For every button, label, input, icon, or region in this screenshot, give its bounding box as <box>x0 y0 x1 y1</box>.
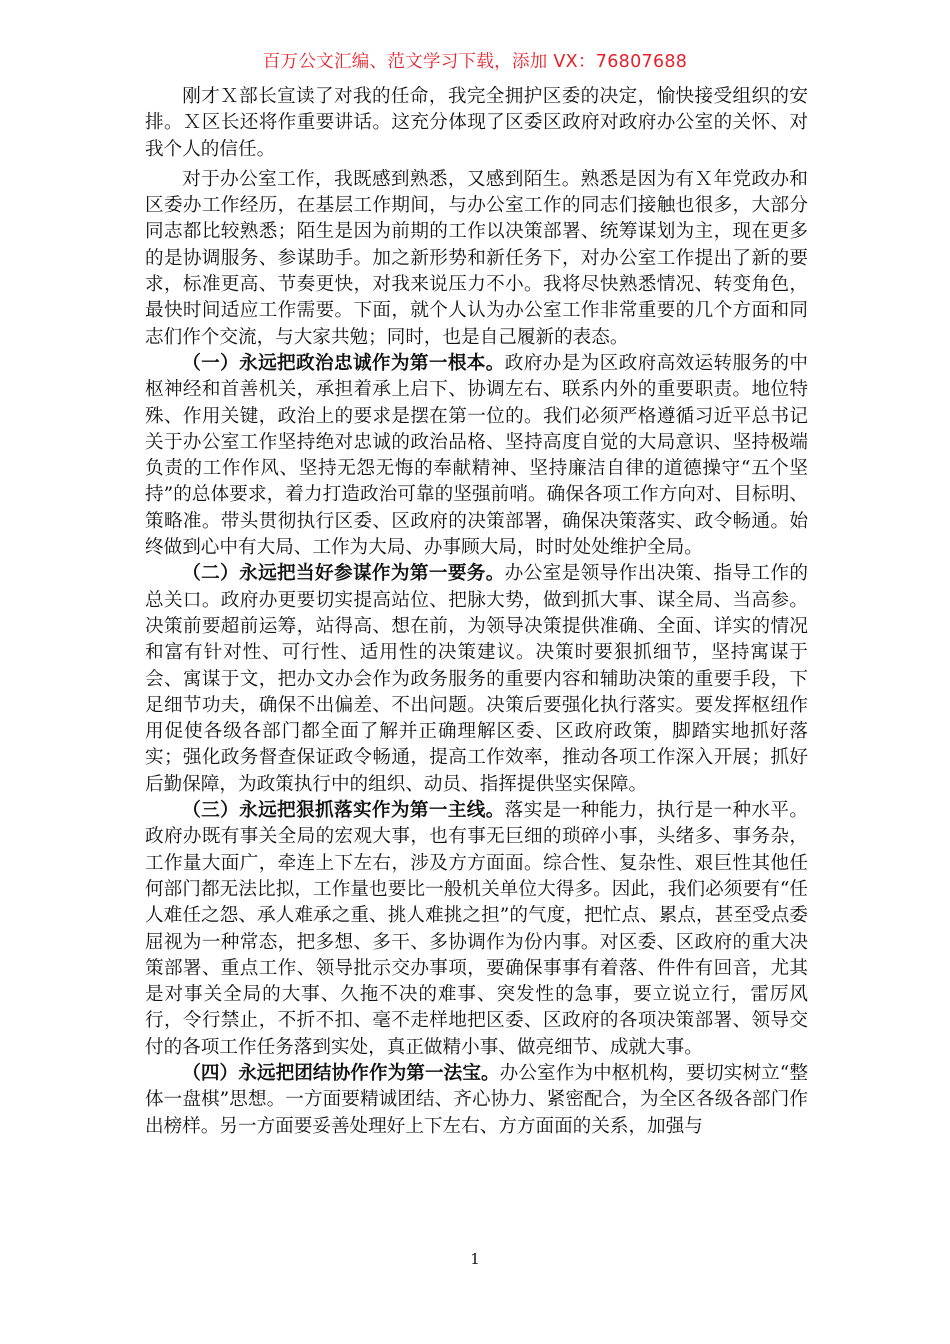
paragraph-point-1 <box>145 351 808 561</box>
paragraph-heading: （三）永远把狠抓落实作为第一主线。 <box>182 800 505 822</box>
paragraph-heading: （一）永远把政治忠诚作为第一根本。 <box>182 352 505 374</box>
document-body <box>145 84 808 1140</box>
paragraph-text: 刚才Ｘ部长宣读了对我的任命，我完全拥护区委的决定，愉快接受组织的安排。Ｘ区长还将作重要讲话。这充分体现了区委区政府对政府办公室的关怀、对我个人的信任。 <box>145 86 808 160</box>
paragraph-familiarity <box>145 167 808 351</box>
paragraph-point-3 <box>145 798 808 1061</box>
paragraph-opening <box>145 84 808 163</box>
paragraph-heading: （四）永远把团结协作作为第一法宝。 <box>182 1062 500 1084</box>
page-number: 1 <box>470 1250 480 1268</box>
paragraph-point-4 <box>145 1061 808 1140</box>
paragraph-text: 对于办公室工作，我既感到熟悉，又感到陌生。熟悉是因为有Ｘ年党政办和区委办工作经历，在基层工作期间，与办公室工作的同志们接触也很多，大部分同志都比较熟悉；陌生是因为前期的工作以决策部署、统筹谋划为主，现在更多的是协调服务、参谋助手。加之新形势和新任务下，对办公室工作提出了新的要求，标准更高、节奏更快，对我来说压力不小。我将尽快熟悉情况、转变角色，最快时间适应工作需要。下面，就个人认为办公室工作非常重要的几个方面和同志们作个交流，与大家共勉；同时，也是自己履新的表态。 <box>145 168 808 348</box>
paragraph-text: 落实是一种能力，执行是一种水平。政府办既有事关全局的宏观大事，也有事无巨细的琐碎小事，头绪多、事务杂，工作量大面广，牵连上下左右，涉及方方面面。综合性、复杂性、艰巨性其他任何部门都无法比拟，工作量也要比一般机关单位大得多。因此，我们必须要有“任人难任之怨、承人难承之重、挑人难挑之担”的气度，把忙点、累点，甚至受点委屈视为一种常态，把多想、多干、多协调作为份内事。对区委、区政府的重大决策部署、重点工作、领导批示交办事项，要确保事事有着落、件件有回音，尤其是对事关全局的大事、久拖不决的难事、突发性的急事，要立说立行，雷厉风行，令行禁止，不折不扣、毫不走样地把区委、区政府的各项决策部署、领导交付的各项工作任务落到实处，真正做精小事、做亮细节、成就大事。 <box>145 800 808 1058</box>
paragraph-heading: （二）永远把当好参谋作为第一要务。 <box>182 563 505 585</box>
watermark-header: 百万公文汇编、范文学习下载，添加 VX：76807688 <box>262 52 688 72</box>
paragraph-point-2 <box>145 561 808 798</box>
paragraph-text: 政府办是为区政府高效运转服务的中枢神经和首善机关，承担着承上启下、协调左右、联系内外的重要职责。地位特殊、作用关键，政治上的要求是摆在第一位的。我们必须严格遵循习近平总书记关于办公室工作坚持绝对忠诚的政治品格、坚持高度自觉的大局意识、坚持极端负责的工作作风、坚持无怨无悔的奉献精神、坚持廉洁自律的道德操守“五个坚持”的总体要求，着力打造政治可靠的坚强前哨。确保各项工作方向对、目标明、策略准。带头贯彻执行区委、区政府的决策部署，确保决策落实、政令畅通。始终做到心中有大局、工作为大局、办事顾大局，时时处处维护全局。 <box>145 352 808 559</box>
paragraph-text: 办公室是领导作出决策、指导工作的总关口。政府办更要切实提高站位、把脉大势，做到抓大事、谋全局、当高参。决策前要超前运筹，站得高、想在前，为领导决策提供准确、全面、详实的情况和富有针对性、可行性、适用性的决策建议。决策时要狠抓细节，坚持寓谋于会、寓谋于文，把办文办会作为政务服务的重要内容和辅助决策的重要手段，下足细节功夫，确保不出偏差、不出问题。决策后要强化执行落实。要发挥枢纽作用促使各级各部门都全面了解并正确理解区委、区政府政策，脚踏实地抓好落实；强化政务督查保证政令畅通，提高工作效率，推动各项工作深入开展；抓好后勤保障，为政策执行中的组织、动员、指挥提供坚实保障。 <box>145 563 808 795</box>
paragraph-text: 办公室作为中枢机构，要切实树立“整体一盘棋”思想。一方面要精诚团结、齐心协力、紧密配合，为全区各级各部门作出榜样。另一方面要妥善处理好上下左右、方方面面的关系，加强与 <box>145 1062 808 1137</box>
